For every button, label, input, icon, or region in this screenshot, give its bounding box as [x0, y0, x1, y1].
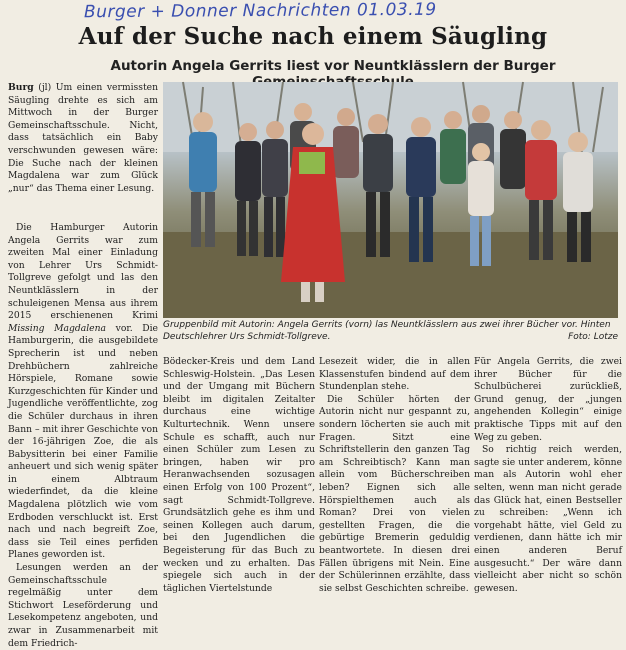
dateline: Burg — [8, 82, 34, 93]
article-column-4 — [474, 356, 622, 594]
group-photo-illustration — [163, 82, 618, 318]
col3-paragraph-1: Lesezeit wider, die in allen Klassenstufen bindend auf dem Stundenplan stehe. — [319, 356, 470, 393]
group-photo — [163, 82, 618, 318]
photo-caption-text: Gruppenbild mit Autorin: Angela Gerrits (vorn) las Neuntklässlern aus zwei ihrer Bücher vor. Hinten Deutschlehrer Urs Schmidt-Tollgreve. — [163, 320, 611, 342]
photo-credit: Foto: Lotze — [568, 331, 618, 342]
article-column-2 — [163, 356, 315, 594]
lead-paragraph — [8, 82, 158, 220]
article-column-1 — [8, 222, 159, 649]
col1-paragraph-1b: vor. Die Hamburgerin, die ausgebildete Sprecherin ist und neben Drehbüchern zahlreiche Hörspiele, Romane sowie Kurzgeschichten für Kinder und Jugendliche veröffentlichte, zog die Schüler durchaus in ihren Bann – mit ihrer Geschichte von der 16-jährigen Zoe, die als Babysitterin bei einer Familie anheuert und sich wenig später in einem Albtraum wiederfindet, da die kleine Magdalena plötzlich wie vom Erdboden verschluckt ist. Erst nach und nach begreift Zoe, dass sie Teil eines perfiden Planes geworden ist. — [8, 322, 159, 561]
photo-caption — [163, 320, 618, 343]
col4-paragraph-2: So richtig reich werden, sagte sie unter anderem, könne man als Autorin wohl eher selten, wenn man nicht gerade das Glück hat, einen Bestseller zu schreiben: „Wenn ich vorgehabt hätte, viel Geld zu verdienen, dann hätte ich mir einen anderen Beruf ausgesucht.“ Der wäre dann vielleicht aber nicht so schön gewesen. — [474, 444, 622, 594]
col2-paragraph-1: Bödecker-Kreis und dem Land Schleswig-Holstein. „Das Lesen und der Umgang mit Büchern bleibt im digitalen Zeitalter durchaus eine wichtige Kulturtechnik. Wenn unsere Schule es schafft, auch nur einen Schüler zum Lesen zu bringen, haben wir pro Heranwachsenden sozusagen einen Erfolg von 100 Prozent“, sagt Schmidt-Tollgreve. Grundsätzlich gehe es ihm und seinen Kollegen auch darum, bei den Jugendlichen die Begeisterung für das Buch zu wecken und zu erhalten. Das spiegele sich auch in der täglichen Viertelstunde — [163, 356, 315, 594]
col3-paragraph-2: Die Schüler hörten der Autorin nicht nur gespannt zu, sondern löcherten sie auch mit Fragen. Sitzt eine Schriftstellerin den ganzen Tag am Schreibtisch? Kann man allein vom Bücherschreiben leben? Eignen sich alle Hörspielthemen auch als Roman? Drei von vielen gestellten Fragen, die die gebürtige Bremerin geduldig beantwortete. In diesen drei Fällen übrigens mit Nein. Eine der Schülerinnen erzählte, dass sie selbst Geschichten schreibe. — [319, 393, 470, 594]
article-column-3 — [319, 356, 470, 594]
article-headline: Auf der Suche nach einem Säugling — [78, 23, 548, 50]
col1-paragraph-1a: Die Hamburger Autorin Angela Gerrits war zum zweiten Mal einer Einladung von Lehrer Urs Schmidt-Tollgreve gefolgt und las den Neuntklässlern in der schuleigenen Mensa aus ihrem 2015 erschienenen Krimi — [8, 222, 158, 322]
col1-paragraph-2: Lesungen werden an der Gemeinschaftsschule regelmäßig unter dem Stichwort Leseförderung und Lesekompetenz angeboten, und zwar in Zusammenarbeit mit dem Friedrich- — [8, 562, 158, 649]
col4-paragraph-1: Für Angela Gerrits, die zwei ihrer Bücher für die Schulbücherei zurückließ, Grund genug, der „jungen angehenden Kollegin“ einige praktische Tipps mit auf den Weg zu geben. — [474, 356, 622, 443]
book-title: Missing Magdalena — [8, 322, 107, 334]
lead-text: Um einen vermissten Säugling drehte es sich am Mittwoch in der Burger Gemeinschaftsschule. Nicht, dass tatsächlich ein Baby verschwunden gewesen wäre: Die Suche nach der kleinen Magdalena war zum Glück „nur“ das Thema einer Lesung. — [8, 82, 159, 194]
author-credit: (jl) — [33, 82, 56, 93]
article-subheadline: Autorin Angela Gerrits liest vor Neuntklässlern der Burger — [110, 58, 556, 74]
handwritten-source-note: Burger + Donner Nachrichten 01.03.19 — [83, 0, 437, 23]
